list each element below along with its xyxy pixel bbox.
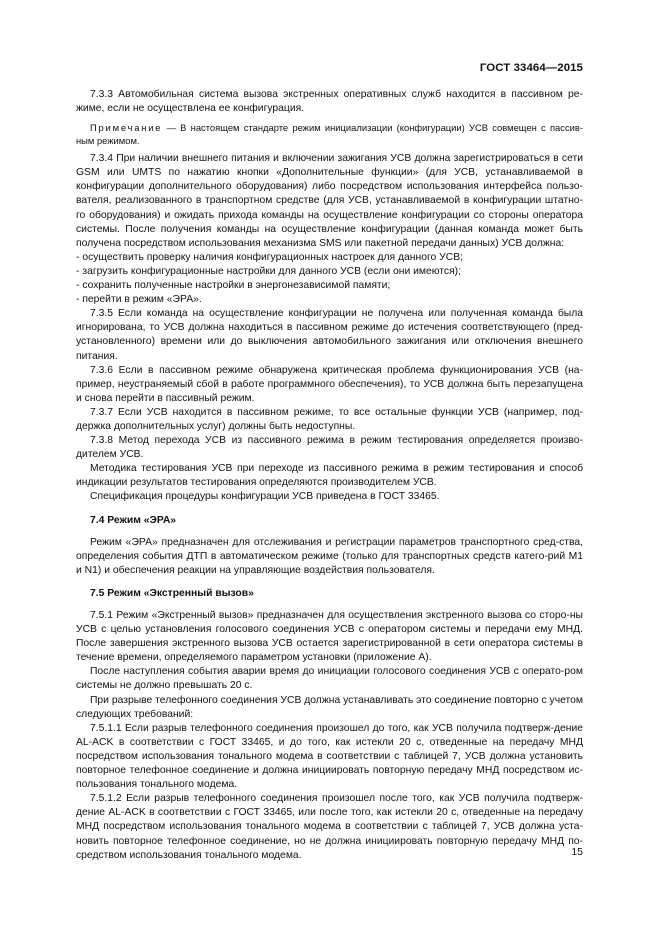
document-body [76,88,583,863]
note [76,121,583,147]
paragraph-7-5-1-1: 7.5.1.1 Если разрыв телефонного соединения произошел до того, как УСВ получила подтверж-дение AL-ACK в соответствии с ГОСТ 33465, и до того, как истекли 20 с, отведенные на передачу МНД посредством использования тонального модема в соответствии с таблицей 7, УСВ должна установить повторное телефонное соединение и должна инициировать повторную передачу МНД посредством ис-пользования тонального модема. [76,722,583,791]
paragraph-7-3-5: 7.3.5 Если команда на осуществление конфигурации не получена или полученная команда была игнорирована, то УСВ должна находиться в пассивном режиме до истечения соответствующего (пред-установленного) времени или до выключения автомобильного зажигания или отключения внешнего питания. [76,308,583,362]
list-item: - сохранить полученные настройки в энергонезависимой памяти; [76,279,583,293]
config-steps-list [76,251,583,307]
list-item: - загрузить конфигурационные настройки для данного УСВ (если они имеются); [76,265,583,279]
standard-header: ГОСТ 33464—2015 [479,62,583,74]
paragraph-era-mode: Режим «ЭРА» предназначен для отслеживания и регистрации параметров транспортного сред-ства, определения события ДТП в автоматическом режиме (только для транспортных средств катего-рий М1 и N1) и обеспечения реакции на управляющие воздействия пользователя. [76,536,583,576]
section-heading-7-5: 7.5 Режим «Экстренный вызов» [90,587,254,599]
paragraph-7-3-4: 7.3.4 При наличии внешнего питания и включении зажигания УСВ должна зарегистрироваться в сети GSM или UMTS по нажатию кнопки «Дополнительные функции» (для УСВ, устанавливаемой в конфигурации дополнительного оборудования) либо посредством использования интерфейса пользо-вателя, реализованного в транспортном средстве (для УСВ, устанавливаемой в конфигурации штатно-го оборудования) и ожидать прихода команды на осуществление конфигурации со стороны оператора системы. После получения команды на осуществление конфигурации (данная команда может быть получена посредством использования механизма SMS или пакетной передачи данных) УСВ должна: [76,153,583,249]
section-heading-7-4: 7.4 Режим «ЭРА» [90,514,177,526]
paragraph-7-3-3: 7.3.3 Автомобильная система вызова экстренных оперативных служб находится в пассивном ре-жиме, если не осуществлена ее конфигурация. [76,89,583,115]
paragraph-config-spec: Спецификация процедуры конфигурации УСВ приведена в ГОСТ 33465. [90,491,440,503]
note-text: — В настоящем стандарте режим инициализации (конфигурации) УСВ совмещен с пассив-ным режимом. [76,122,583,147]
paragraph-7-3-8: 7.3.8 Метод перехода УСВ из пассивного режима в режим тестирования определяется произво-дителем УСВ. [76,435,583,461]
paragraph-7-3-7: 7.3.7 Если УСВ находится в пассивном режиме, то все остальные функции УСВ (например, под-держка дополнительных услуг) должны быть недоступны. [76,406,583,432]
page-number: 15 [571,846,583,858]
paragraph-7-5-1-2: 7.5.1.2 Если разрыв телефонного соединения произошел после того, как УСВ получила подтверж-дение AL-ACK в соответствии с ГОСТ 33465, или после того, как истекли 20 с, отведенные на передачу МНД посредством использования тонального модема в соответствии с таблицей 7, УСВ должна уста-новить повторное телефонное соединение, но не должна инициировать повторную передачу МНД по-средством использования тонального модема. [76,793,583,861]
note-label: Примечание [90,122,163,134]
paragraph-accident-time: После наступления события аварии время до инициации голосового соединения УСВ с операто-ром системы не должно превышать 20 с. [76,666,583,692]
paragraph-7-5-1: 7.5.1 Режим «Экстренный вызов» предназначен для осуществления экстренного вызова со сторо-ны УСВ с целью установления голосового соединения УСВ с оператором системы и передачи ему МНД. После завершения экстренного вызова УСВ остается зарегистрированной в сети оператора системы в течение времени, определяемого параметром установки (приложение А). [76,610,583,664]
list-item: - перейти в режим «ЭРА». [76,293,583,307]
paragraph-7-3-6: 7.3.6 Если в пассивном режиме обнаружена критическая проблема функционирования УСВ (на-пример, неустраняемый сбой в работе программного обеспечения), то УСВ должна быть перезапущена и снова перейти в пассивный режим. [76,364,583,404]
paragraph-test-method: Методика тестирования УСВ при переходе из пассивного режима в режим тестирования и способ индикации результатов тестирования определяются производителем УСВ. [76,463,583,489]
list-item: - осуществить проверку наличия конфигурационных настроек для данного УСВ; [76,251,583,265]
paragraph-reconnect: При разрыве телефонного соединения УСВ должна устанавливать это соединение повторно с учетом следующих требований: [76,694,583,720]
